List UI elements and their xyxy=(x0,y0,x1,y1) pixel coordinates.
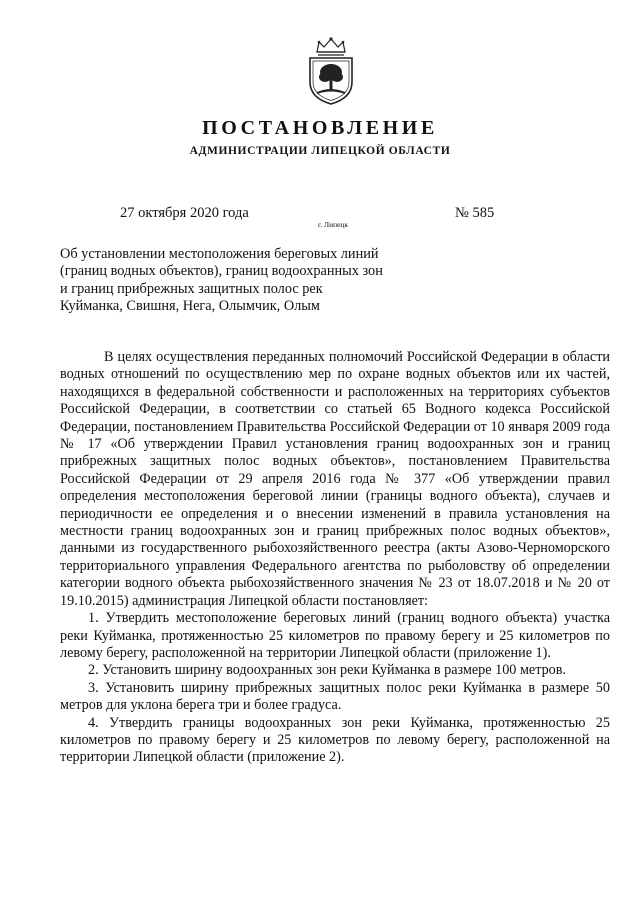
document-number: № 585 xyxy=(455,205,495,221)
document-heading xyxy=(60,246,480,316)
resolution-item: 2. Установить ширину водоохранных зон реки Куйманка в размере 100 метров. xyxy=(88,662,567,679)
preamble-paragraph: В целях осуществления переданных полномочий Российской Федерации в области водных отношений по осуществлению мер по охране водных объектов или их частей, находящихся в федеральной собственности и расположенных на территориях субъектов Российской Федерации, в соответствии со статьей 65 Водного кодекса Российской Федерации, постановлением Правительства Российской Федерации от 10 января 2009 года № 17 «Об утверждении Правил установления границ водоохранных зон и границ прибрежных защитных полос водных объектов», постановлением Правительства Российской Федерации от 29 апреля 2016 года № 377 «Об утверждении правил определения местоположения береговой линии (границы водного объекта), случаев и периодичности ее определения и о внесении изменений в правила установления на местности границ водоохранных зон и границ прибрежных полос водных объектов», данными из государственного рыбохозяйственного реестра (акты Азово-Черноморского территориального управления Федерального агентства по рыболовству об определении категории водного объекта рыбохозяйственного значения № 23 от 18.07.2018 и № 20 от 19.10.2015) администрация Липецкой области постановляет: xyxy=(60,349,610,609)
document-place: г. Липецк xyxy=(318,220,349,229)
issuing-authority: АДМИНИСТРАЦИИ ЛИПЕЦКОЙ ОБЛАСТИ xyxy=(189,145,451,157)
heading-line: Об установлении местоположения береговых линий xyxy=(60,246,379,262)
heading-line: и границ прибрежных защитных полос рек xyxy=(60,280,323,297)
resolution-item: 4. Утвердить границы водоохранных зон реки Куйманка, протяженностью 25 километров по правому берегу и 25 километров по левому берегу, расположенной на территории Липецкой области (приложение 2). xyxy=(60,714,610,766)
heading-line: Куйманка, Свишня, Нега, Олымчик, Олым xyxy=(60,298,320,315)
coat-of-arms-icon xyxy=(303,36,359,106)
heading-line: (границ водных объектов), границ водоохранных зон xyxy=(60,263,383,280)
document-date: 27 октября 2020 года xyxy=(120,205,249,221)
document-title: ПОСТАНОВЛЕНИЕ xyxy=(202,117,438,139)
resolution-item: 3. Установить ширину прибрежных защитных полос реки Куйманка в размере 50 метров для уклона берега три и более градуса. xyxy=(60,679,610,714)
resolution-item: 1. Утвердить местоположение береговых линий (границ водного объекта) участка реки Куйманка, протяженностью 25 километров по правому берегу и 25 километров по левому берегу, расположенной на территории Липецкой области (приложение 1). xyxy=(60,610,610,661)
document-body xyxy=(60,349,610,767)
